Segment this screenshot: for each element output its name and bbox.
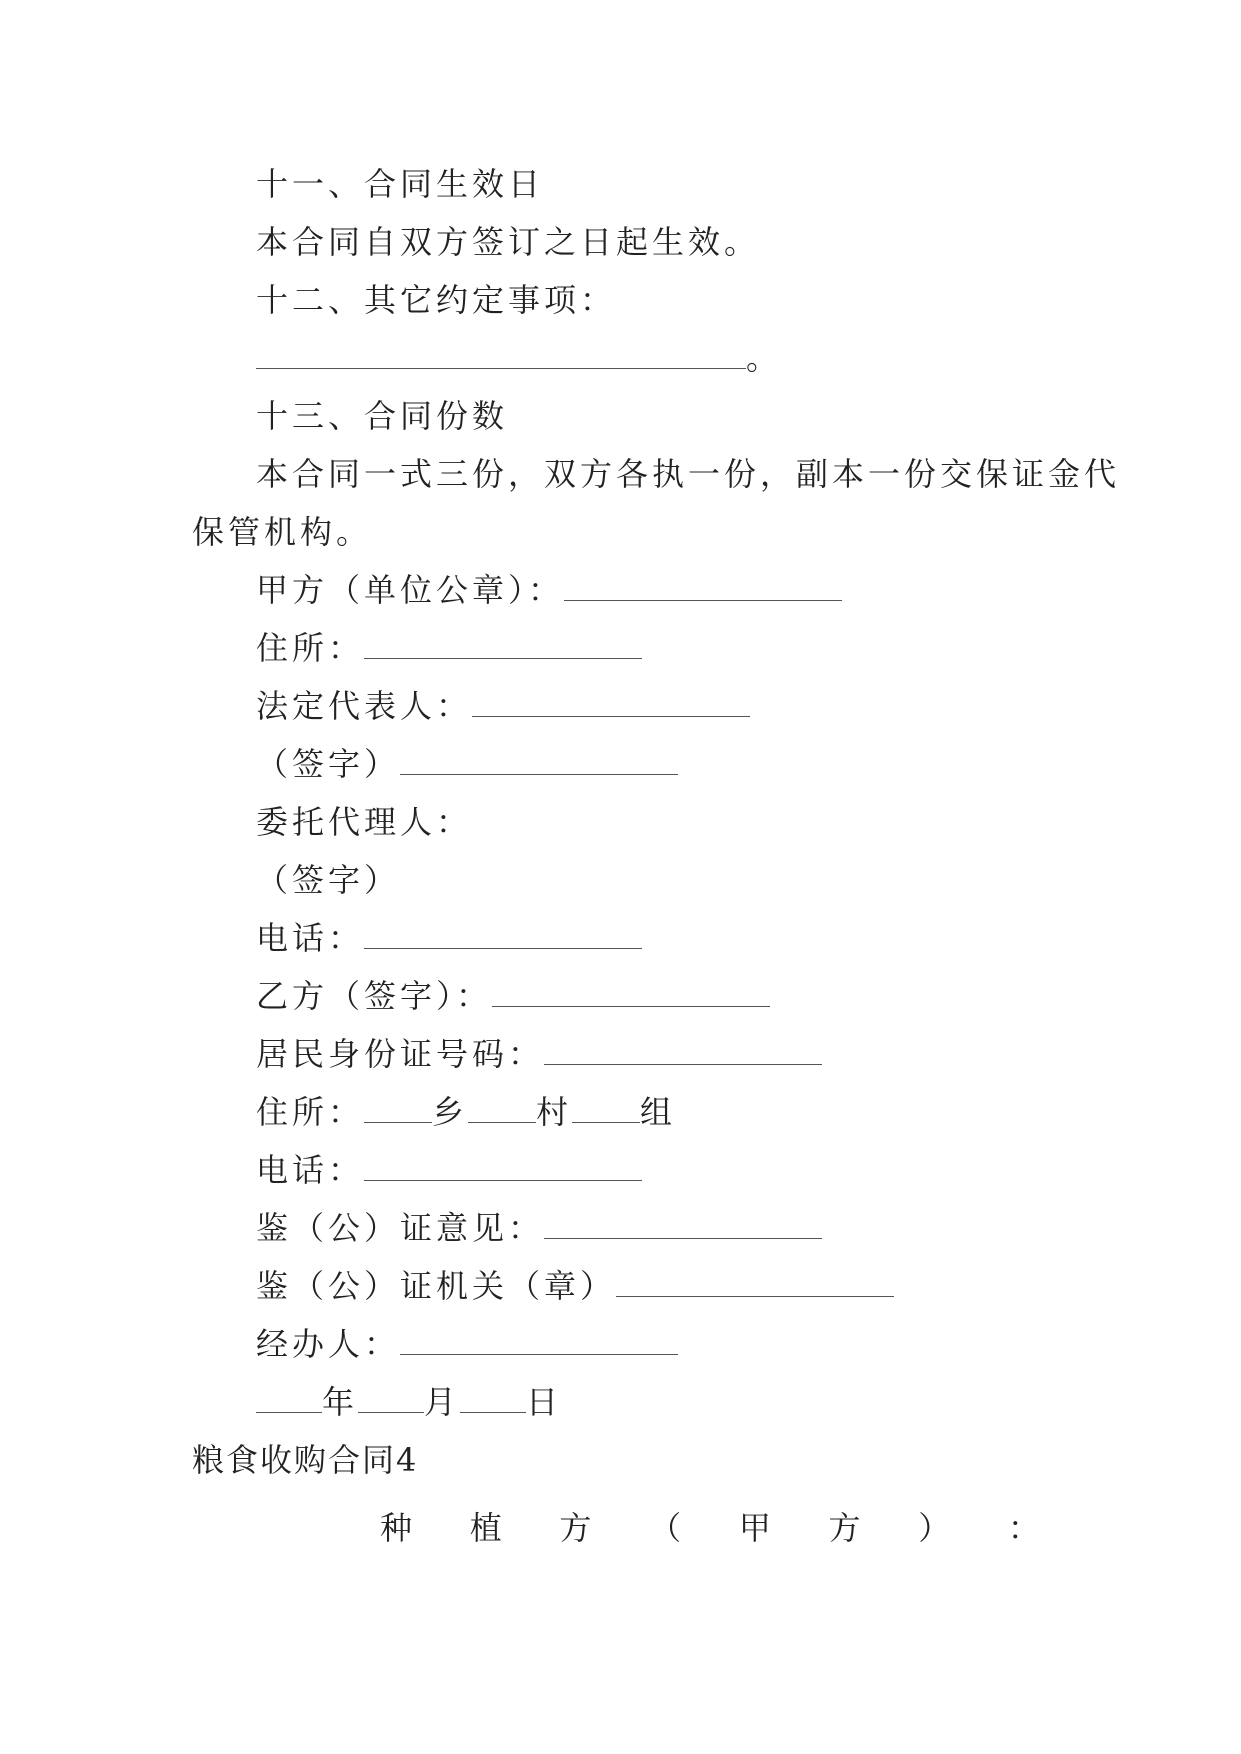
legal-rep-row	[256, 686, 750, 726]
blank-line	[364, 1152, 642, 1181]
legal-rep-label: 法定代表人：	[256, 687, 473, 725]
heading-char: 甲	[738, 1509, 771, 1547]
township-label: 乡	[432, 1093, 469, 1131]
heading-char: 种	[380, 1509, 413, 1547]
heading-char: ：	[1007, 1509, 1040, 1547]
blank-line	[364, 1094, 432, 1123]
date-row	[256, 1382, 562, 1422]
phone-label: 电话：	[256, 1151, 365, 1189]
agent-label: 委托代理人：	[256, 803, 473, 841]
handler-label: 经办人：	[256, 1325, 401, 1363]
blank-line	[572, 1094, 640, 1123]
blank-line	[364, 630, 642, 659]
heading-char: ）	[918, 1509, 951, 1547]
blank-line	[460, 1384, 526, 1413]
heading-char: （	[649, 1509, 682, 1547]
blank-line	[400, 746, 678, 775]
village-label: 村	[536, 1093, 573, 1131]
id-number-label: 居民身份证号码：	[256, 1035, 545, 1073]
group-label: 组	[640, 1093, 677, 1131]
blank-line	[256, 340, 746, 369]
section-13-title: 十三、合同份数	[256, 397, 509, 435]
party-b-label: 乙方（签字）：	[256, 977, 493, 1015]
party-b-address-label: 住所：	[256, 1093, 365, 1131]
heading-char: 植	[469, 1509, 502, 1547]
legal-rep-sign-row	[256, 744, 678, 784]
next-contract-title: 粮食收购合同4	[192, 1441, 419, 1479]
period: 。	[746, 339, 783, 377]
blank-line	[468, 1094, 536, 1123]
blank-line	[616, 1268, 894, 1297]
section-11-body: 本合同自双方签订之日起生效。	[256, 223, 761, 261]
notary-opinion-row	[256, 1208, 822, 1248]
party-a-address-row	[256, 628, 642, 668]
party-b-row	[256, 976, 770, 1016]
blank-line	[492, 978, 770, 1007]
blank-line	[472, 688, 750, 717]
party-a-label: 甲方（单位公章）：	[256, 571, 565, 609]
year-label: 年	[322, 1383, 359, 1421]
phone-label: 电话：	[256, 919, 365, 957]
day-label: 日	[526, 1383, 563, 1421]
id-number-row	[256, 1034, 822, 1074]
section-11-title: 十一、合同生效日	[256, 165, 545, 203]
party-a-address-label: 住所：	[256, 629, 365, 667]
section-13-body-line1: 本合同一式三份，双方各执一份，副本一份交保证金代	[256, 455, 1121, 493]
party-b-phone-row	[256, 1150, 642, 1190]
section-12-title: 十二、其它约定事项：	[256, 281, 617, 319]
agent-sign-label: （签字）	[256, 861, 401, 899]
blank-line	[256, 1384, 322, 1413]
notary-office-label: 鉴（公）证机关（章）	[256, 1267, 617, 1305]
heading-char: 方	[828, 1509, 861, 1547]
blank-line	[564, 572, 842, 601]
heading-char: 方	[559, 1509, 592, 1547]
handler-row	[256, 1324, 678, 1364]
month-label: 月	[424, 1383, 461, 1421]
notary-office-row	[256, 1266, 894, 1306]
section-13-body-line2: 保管机构。	[192, 513, 373, 551]
party-a-phone-row	[256, 918, 642, 958]
blank-line	[364, 920, 642, 949]
sign-label: （签字）	[256, 745, 401, 783]
party-a-seal-row	[256, 570, 842, 610]
blank-line	[358, 1384, 424, 1413]
blank-line	[400, 1326, 678, 1355]
blank-line	[544, 1210, 822, 1239]
section-12-blank-line	[256, 338, 782, 378]
blank-line	[544, 1036, 822, 1065]
notary-opinion-label: 鉴（公）证意见：	[256, 1209, 545, 1247]
party-b-address-row	[256, 1092, 676, 1132]
grower-party-a-heading	[380, 1508, 1040, 1548]
